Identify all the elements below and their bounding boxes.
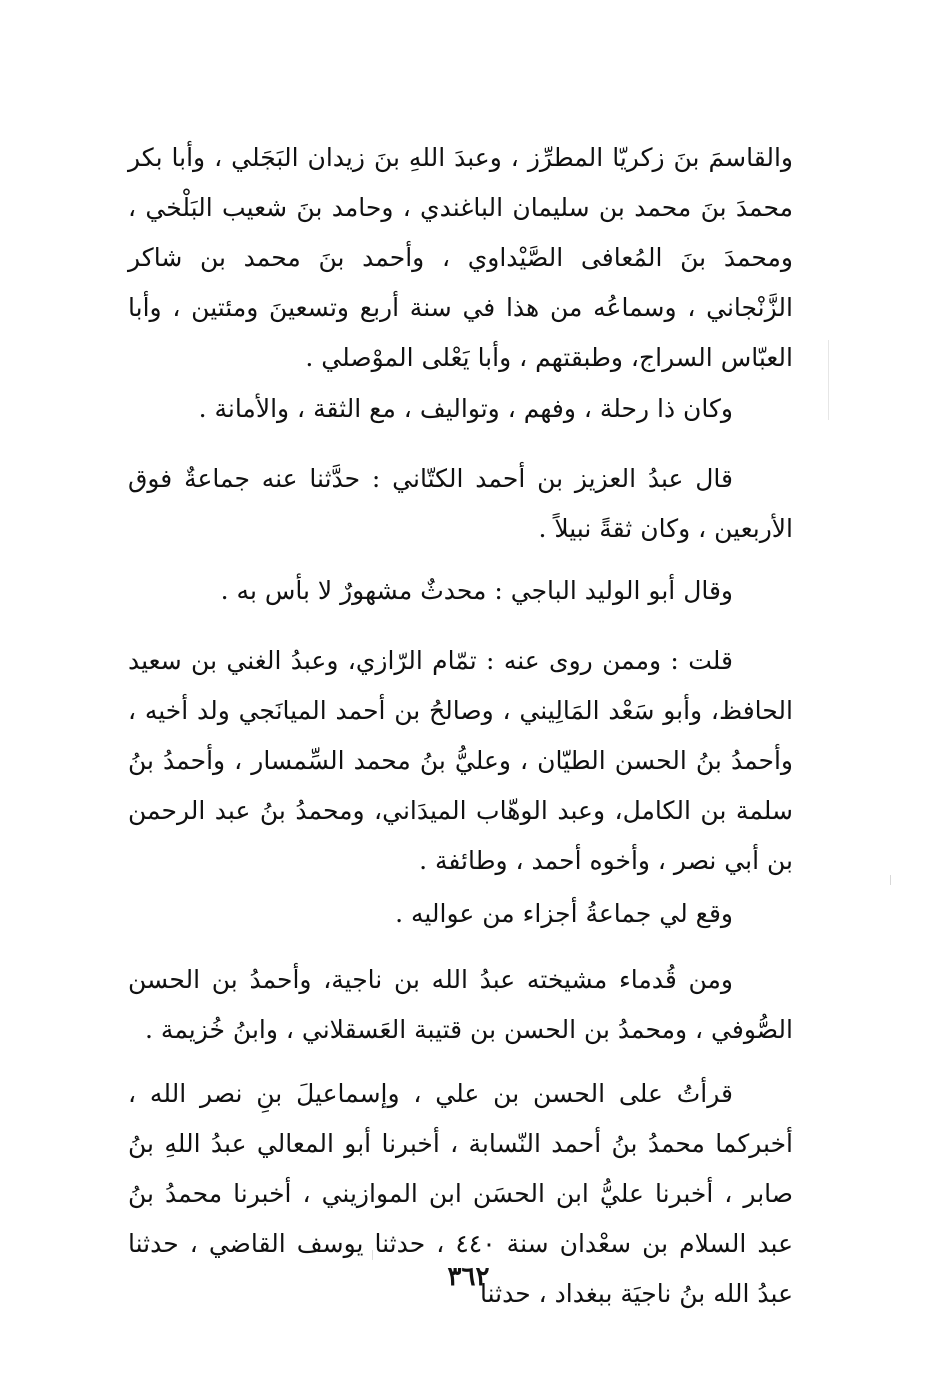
- paragraph-description: وكان ذا رحلة ، وفهم ، وتواليف ، مع الثقة ، والأمانة .: [198, 394, 733, 423]
- scan-margin-line: [828, 340, 829, 420]
- paragraph-narrators: والقاسمَ بنَ زكريّا المطرِّز ، وعبدَ اللهِ بنَ زيدان البَجَلي ، وأبا بكر محمدَ بنَ محمد بن سليمان الباغندي ، وحامد بنَ شعيب البَلْخي ، ومحمدَ بنَ المُعافى الصَّيْداوي ، وأحمد بنَ محمد بن شاكر الزَّنْجاني ، وسماعُه من هذا في سنة أربع وتسعينَ ومئتين ، وأبا العبّاس السراج، وطبقتهم ، وأبا يَعْلى الموْصلي .: [128, 143, 793, 372]
- paragraph-early-teachers: ومن قُدماء مشيخته عبدُ الله بن ناجية، وأحمدُ بن الحسن الصُّوفي ، ومحمدُ بن الحسن بن قتيبة العَسقلاني ، وابنُ خُزيمة .: [128, 965, 793, 1044]
- scan-margin-dot: [890, 875, 891, 885]
- paragraph-narrated-from-him: قلت : وممن روى عنه : تمّام الرّازي، وعبدُ الغني بن سعيد الحافظ، وأبو سَعْد المَالِيني ، وصالحُ بن أحمد الميانَجي ولد أخيه ، وأحمدُ بنُ الحسن الطيّان ، وعليُّ بنُ محمد السِّمسار ، وأحمدُ بنُ سلمة بن الكامل، وعبد الوهّاب الميدَاني، ومحمدُ بنُ عبد الرحمن بن أبي نصر ، وأخوه أحمد ، وطائفة .: [128, 646, 793, 875]
- page-number: ٣٦٢: [447, 1262, 490, 1292]
- paragraph-kattani-quote: قال عبدُ العزيز بن أحمد الكتّاني : حدَّثنا عنه جماعةٌ فوق الأربعين ، وكان ثقةً نبيلاً .: [128, 464, 793, 543]
- paragraph-parts: وقع لي جماعةُ أجزاء من عواليه .: [395, 899, 733, 928]
- paragraph-isnad: قرأتُ على الحسن بن علي ، وإسماعيلَ بنِ نصر الله ، أخبركما محمدُ بنُ أحمد النّسابة ، أخبرنا أبو المعالي عبدُ اللهِ بنُ صابر ، أخبرنا عليُّ ابن الحسَن ابن الموازيني ، أخبرنا محمدُ بنُ عبد السلام بن سعْدان سنة ٤٤٠ ، حدثنا يوسف القاضي ، حدثنا عبدُ الله بنُ ناجيَة ببغداد ، حدثنا: [128, 1079, 793, 1308]
- paragraph-baji-quote: وقال أبو الوليد الباجي : محدثٌ مشهورٌ لا بأس به .: [220, 576, 733, 605]
